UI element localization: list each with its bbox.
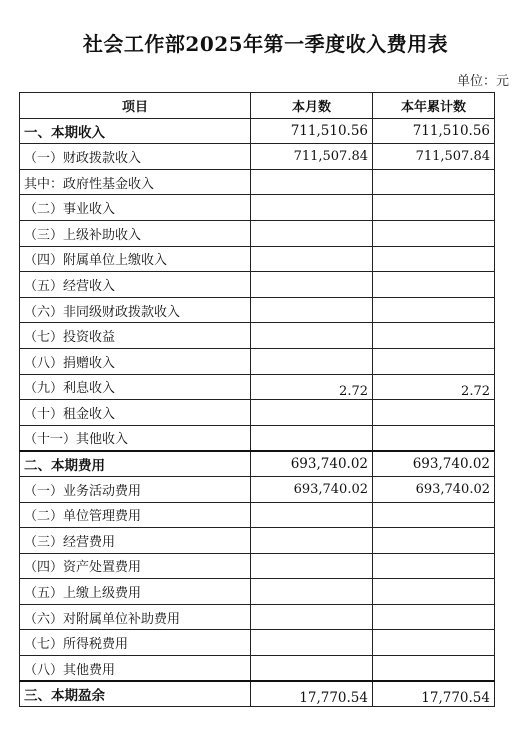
row-ytd-value: 693,740.02 xyxy=(373,451,495,477)
row-ytd-value xyxy=(373,579,495,605)
row-month-value xyxy=(251,400,373,426)
row-item-label: （三）经营费用 xyxy=(20,528,251,554)
income-expense-table xyxy=(19,92,495,707)
row-month-value xyxy=(251,502,373,528)
table-row xyxy=(20,400,495,426)
table-row xyxy=(20,681,495,707)
row-item-label: 三、本期盈余 xyxy=(20,681,251,707)
row-ytd-value: 2.72 xyxy=(373,374,495,400)
row-ytd-value: 711,507.84 xyxy=(373,144,495,170)
report-title: 社会工作部2025年第一季度收入费用表 xyxy=(82,32,449,56)
table-row xyxy=(20,476,495,502)
row-month-value: 711,510.56 xyxy=(251,118,373,144)
row-ytd-value xyxy=(373,528,495,554)
row-ytd-value xyxy=(373,656,495,682)
row-ytd-value xyxy=(373,323,495,349)
table-row xyxy=(20,220,495,246)
row-item-label: （五）经营收入 xyxy=(20,272,251,298)
row-item-label: （九）利息收入 xyxy=(20,374,251,400)
row-month-value xyxy=(251,604,373,630)
row-month-value xyxy=(251,425,373,451)
row-ytd-value: 17,770.54 xyxy=(373,681,495,707)
row-ytd-value xyxy=(373,400,495,426)
row-month-value xyxy=(251,579,373,605)
row-ytd-value xyxy=(373,195,495,221)
table-row xyxy=(20,553,495,579)
row-ytd-value xyxy=(373,220,495,246)
row-item-label: （八）其他费用 xyxy=(20,656,251,682)
row-item-label: （四）附属单位上缴收入 xyxy=(20,246,251,272)
row-month-value: 2.72 xyxy=(251,374,373,400)
row-month-value xyxy=(251,195,373,221)
table-row xyxy=(20,169,495,195)
table-row xyxy=(20,297,495,323)
row-ytd-value xyxy=(373,425,495,451)
row-item-label: （六）非同级财政拨款收入 xyxy=(20,297,251,323)
row-month-value xyxy=(251,348,373,374)
row-month-value xyxy=(251,272,373,298)
row-item-label: （十）租金收入 xyxy=(20,400,251,426)
row-month-value xyxy=(251,246,373,272)
table-row xyxy=(20,579,495,605)
row-ytd-value xyxy=(373,169,495,195)
row-month-value xyxy=(251,297,373,323)
row-month-value: 693,740.02 xyxy=(251,451,373,477)
table-row xyxy=(20,502,495,528)
row-item-label: 其中：政府性基金收入 xyxy=(20,169,251,195)
row-month-value: 711,507.84 xyxy=(251,144,373,170)
table-row xyxy=(20,656,495,682)
table-row xyxy=(20,451,495,477)
row-ytd-value xyxy=(373,246,495,272)
table-row xyxy=(20,630,495,656)
row-month-value: 17,770.54 xyxy=(251,681,373,707)
table-row xyxy=(20,348,495,374)
row-ytd-value xyxy=(373,348,495,374)
table-row xyxy=(20,272,495,298)
row-item-label: 一、本期收入 xyxy=(20,118,251,144)
row-month-value xyxy=(251,656,373,682)
header-item: 项目 xyxy=(20,93,251,119)
row-item-label: （七）投资收益 xyxy=(20,323,251,349)
header-ytd: 本年累计数 xyxy=(373,93,495,119)
row-item-label: （四）资产处置费用 xyxy=(20,553,251,579)
row-item-label: （十一）其他收入 xyxy=(20,425,251,451)
row-ytd-value xyxy=(373,297,495,323)
row-ytd-value: 711,510.56 xyxy=(373,118,495,144)
table-body xyxy=(20,118,495,707)
table-row xyxy=(20,604,495,630)
row-item-label: 二、本期费用 xyxy=(20,451,251,477)
row-item-label: （八）捐赠收入 xyxy=(20,348,251,374)
row-ytd-value xyxy=(373,553,495,579)
row-month-value xyxy=(251,630,373,656)
table-row xyxy=(20,323,495,349)
row-month-value xyxy=(251,553,373,579)
row-month-value xyxy=(251,169,373,195)
row-month-value xyxy=(251,220,373,246)
table-row xyxy=(20,425,495,451)
row-month-value: 693,740.02 xyxy=(251,476,373,502)
header-month: 本月数 xyxy=(251,93,373,119)
table-row xyxy=(20,144,495,170)
table-header-row xyxy=(20,93,495,119)
row-ytd-value xyxy=(373,502,495,528)
row-month-value xyxy=(251,528,373,554)
table-row xyxy=(20,246,495,272)
unit-label: 单位：元 xyxy=(456,74,509,89)
row-item-label: （七）所得税费用 xyxy=(20,630,251,656)
row-item-label: （五）上缴上级费用 xyxy=(20,579,251,605)
table-row xyxy=(20,374,495,400)
row-ytd-value xyxy=(373,604,495,630)
row-ytd-value xyxy=(373,272,495,298)
table-row xyxy=(20,195,495,221)
row-ytd-value: 693,740.02 xyxy=(373,476,495,502)
row-item-label: （三）上级补助收入 xyxy=(20,220,251,246)
row-item-label: （一）财政拨款收入 xyxy=(20,144,251,170)
table-row xyxy=(20,118,495,144)
table-row xyxy=(20,528,495,554)
row-month-value xyxy=(251,323,373,349)
row-item-label: （六）对附属单位补助费用 xyxy=(20,604,251,630)
row-item-label: （二）事业收入 xyxy=(20,195,251,221)
row-ytd-value xyxy=(373,630,495,656)
row-item-label: （二）单位管理费用 xyxy=(20,502,251,528)
row-item-label: （一）业务活动费用 xyxy=(20,476,251,502)
